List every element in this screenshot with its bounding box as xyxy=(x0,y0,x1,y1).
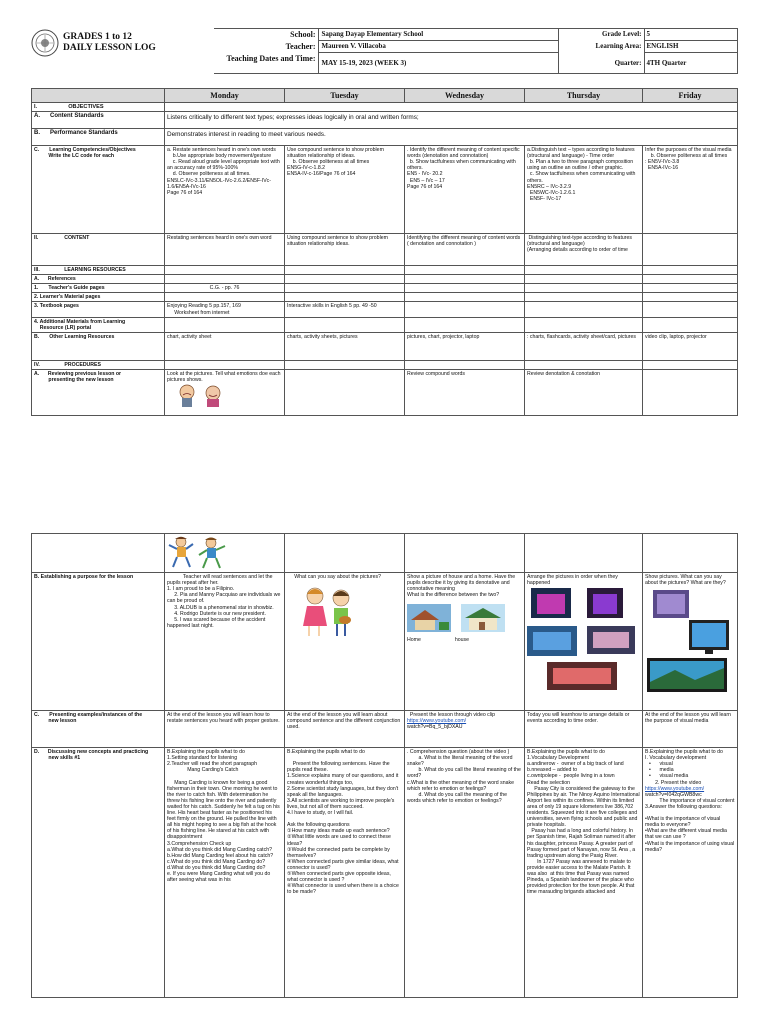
review-thursday: Review denotation & conotation xyxy=(525,369,643,415)
kids-singing-icon xyxy=(299,582,359,640)
discussing-thursday: B.Explaining the pupils what to do 1.Vocabulary Development a.andinerow - owner of a big track of land b.nneaxed – added to c.owntpolepe - people living in a town Read the selection Pasay City is considered the gateway to the Philippines by air. The Ninoy Aquino International Airport lies within its confines. Within its limited area of only 19 square kilometers live 386,702 residents. Squeezed into it are five colleges and universities, seven flying schools and public and private hospitals. Pasay has had a long and colorful history. In per Spanish time, Rajah Soliman named it after his daughter, princess Pasay. A greater part of Pasay formed part of Nanayan, now St. Ana , a trading upstream along the Pasig River. In 1727 Pasay was annexed to malate to provide easier access to the Malate Parish. It was also at this time that Pasay was named Pineda, a Spanish landowner of the place who provided protection for the town people. At that time marauding brigands attacked and xyxy=(525,748,643,998)
content-label: II. CONTENT xyxy=(32,234,165,266)
page-2 xyxy=(31,533,737,998)
examples-friday: At the end of the lesson you will learn the purpose of visual media xyxy=(643,711,738,748)
house-and-home-icon xyxy=(407,602,507,634)
dates-value: MAY 15-19, 2023 (WEEK 3) xyxy=(318,53,558,74)
textbook-pages-monday: Enjoying Reading 5 pp.157, 169 Worksheet from internet xyxy=(165,302,285,317)
caption-home: Home xyxy=(407,636,421,643)
tg-pages-label: 1. Teacher's Guide pages xyxy=(32,284,165,293)
day-friday: Friday xyxy=(643,89,738,103)
school-label: School: xyxy=(214,29,318,41)
day-tuesday: Tuesday xyxy=(285,89,405,103)
video-link-wednesday[interactable]: https://www.youtube.com/ xyxy=(407,718,467,725)
deped-seal-icon xyxy=(31,29,59,57)
school-value: Sapang Dayap Elementary School xyxy=(318,29,558,41)
caption-house: house xyxy=(454,636,469,643)
examples-monday: At the end of the lesson you will learn how to restate sentences you heard with proper gesture. xyxy=(165,711,285,748)
quarter-value: 4TH Quarter xyxy=(644,53,737,74)
other-resources-tuesday: charts, activity sheets, pictures xyxy=(285,332,405,360)
procedures-heading: IV. PROCEDURES xyxy=(32,360,165,369)
day-thursday: Thursday xyxy=(525,89,643,103)
examples-thursday: Today you will learnhow to arrange details or events according to time order. xyxy=(525,711,643,748)
content-tuesday: Using compound sentence to show problem situation relationship ideas. xyxy=(285,234,405,266)
purpose-label: B. Establishing a purpose for the lesson xyxy=(32,573,165,711)
performance-standards-label: B. Performance Standards xyxy=(32,129,165,146)
lm-pages-label: 2. Learner's Material pages xyxy=(32,293,165,302)
emotion-faces-icon xyxy=(173,383,237,407)
competencies-wednesday: . Identify the different meaning of content specific words (denotation and connotation) b. Show tactfulness when communicating with others. EN5 - IVc- 20.2 EN5 – IVc – 17 Page 76 of 164 xyxy=(405,146,525,234)
bullet-visual-media: • visual media xyxy=(649,773,689,780)
visual-media-icon xyxy=(645,590,733,694)
textbook-pages-tuesday: Interactive skills in English 5 pp. 49 -50 xyxy=(285,302,405,317)
area-value: ENGLISH xyxy=(644,41,737,53)
day-wednesday: Wednesday xyxy=(405,89,525,103)
header-table xyxy=(31,28,738,74)
review-monday: Look at the pictures. Tell what emotions doe each pictures shows. xyxy=(165,369,285,415)
lesson-table-page-2 xyxy=(31,533,738,998)
textbook-pages-label: 3. Textbook pages xyxy=(32,302,165,317)
teacher-value: Maureen V. Villacoba xyxy=(318,41,558,53)
competencies-thursday: a.Distinguish text – types according to features (structural and language) - Time order b. Plan a two to three paragraph composition using an outline an outline / other graphic. c. Show tactfulness when communicating with others. EN5RC – IVc-3.2.9 EN5WC-IVc-1.2.6.1 EN5F- IVc-17 xyxy=(525,146,643,234)
discussing-friday: B.Explaining the pupils what to do I. Vocabulary development • visual • media • visual media 2. Present the video https://www.youtube.com/ watch?v=I042qGWB8wc The importance of visual content 3.Answer the following questions: •What is the importance of visual media to everyone? •What are the different visual media that we can use ? •What is the importance of using visual media? xyxy=(643,748,738,998)
purpose-monday: Teacher will read sentences and let the pupils repeat after her. 1. I am proud to be a Filipino. 2. Pia and Manny Pacquiao are individuals we can be proud of. 3. ALDUB is a phenomenal star in showbiz. 4. Rodrigo Duterte is our new president. 5. I was scared because of the accident happened last night. xyxy=(165,573,285,711)
purpose-wednesday: Show a picture of house and a home. Have the pupils describe it by giving its denotative and connotative meaning What is the difference between the two? Home house xyxy=(405,573,525,711)
references-label: A. References xyxy=(32,275,165,284)
purpose-friday: Show pictures. What can you say about the pictures? What are they? xyxy=(643,573,738,711)
title-line-2: DAILY LESSON LOG xyxy=(63,42,156,53)
discussing-monday: B.Explaining the pupils what to do 1.Setting standard for listening 2.Teacher will read the short paragraph Mang Carding's Catch Mang Carding is known for being a good fisherman in their town. One morning he went to the river to catch fish. With determination he threw his fishing line onto the river and patiently waited for his catch. Suddenly he felt a tug on his line. His heart beat faster as he positioned his feet firmly on the ground. He pulled the line with all his might hoping to see a big fish at the hook of his fishing line. He stared at his catch with disappointment 3.Comprehension Check up a.What do you think did Mang Carding catch? b.How did Mang Carding feel about his catch? c.What do you think did Mang Carding do? d.What do you think did Mang Carding do? e. If you were Mang Carding what will you do after seeing what was in his xyxy=(165,748,285,998)
content-standards-value: Listens critically to different text types; expresses ideas logically in oral and written forms; xyxy=(165,112,738,129)
resources-heading: III. LEARNING RESOURCES xyxy=(32,266,165,275)
quarter-label: Quarter: xyxy=(558,53,644,74)
examples-tuesday: At the end of the lesson you will learn about compound sentence and the different conjunction used. xyxy=(285,711,405,748)
other-resources-wednesday: pictures, chart, projector, laptop xyxy=(405,332,525,360)
other-resources-monday: chart, activity sheet xyxy=(165,332,285,360)
teacher-label: Teacher: xyxy=(285,41,316,51)
lesson-table-page-1 xyxy=(31,88,738,416)
purpose-thursday: Arrange the pictures in order when they happened xyxy=(525,573,643,711)
competencies-monday: a. Restate sentences heard in one's own words b.Use appropriate body movement/gesture c. Read aloud grade level appropriate text with an accuracy rate of 95%-100% d. Observe politeness at all times. EN5LC-IVc-3.11/EN5OL-IVc-2.6.2/EN5F-IVc-1.6/EN5A-IVc-16 Page 76 of 164 xyxy=(165,146,285,234)
children-playing-icon xyxy=(167,535,231,569)
grade-label: Grade Level: xyxy=(558,29,644,41)
grade-value: 5 xyxy=(644,29,737,41)
tg-pages-monday: C.G. - pp. 76 xyxy=(165,284,285,293)
discussing-label: D. Discussing new concepts and practicing new skills #1 xyxy=(32,748,165,998)
kids-image-cell xyxy=(165,534,285,573)
competencies-label: C. Learning Competencies/Objectives Write the LC code for each xyxy=(32,146,165,234)
page-1 xyxy=(31,28,737,416)
bullet-media: • media xyxy=(649,767,674,774)
purpose-tuesday: What can you say about the pictures? xyxy=(285,573,405,711)
review-wednesday: Review compound words xyxy=(405,369,525,415)
event-pictures-icon xyxy=(527,588,639,692)
competencies-friday: Infer the purposes of the visual media b. Observe politeness at all times : EN5V-IVc-3.8 EN5A-IVc-16 xyxy=(643,146,738,234)
bullet-visual: • visual xyxy=(649,761,673,768)
other-resources-label: B. Other Learning Resources xyxy=(32,332,165,360)
examples-label: C. Presenting examples/instances of the new lesson xyxy=(32,711,165,748)
content-thursday: Distinguishing text-type according to features (structural and language) (Arranging details according to order of time xyxy=(525,234,643,266)
examples-wednesday: Present the lesson through video clip https://www.youtube.com/ watch?v=Bq_5_bjDXAU xyxy=(405,711,525,748)
additional-materials-label: 4. Additional Materials from Learning Resource (LR) portal xyxy=(32,317,165,332)
content-friday xyxy=(643,234,738,266)
content-monday: Restating sentences heard in one's own word xyxy=(165,234,285,266)
competencies-tuesday: Use compound sentence to show problem situation relationship of ideas. b. Observe politeness at all times EN5G-IV-c-1.8.2 EN5A-IV-c-16/Page 76 of 164 xyxy=(285,146,405,234)
discussing-wednesday: . Comprehension question (about the video ) a. What is the literal meaning of the word snake? b. What do you call the literal meaning of the word? c.What is the other meaning of the word snake which refer to emotion or feelings? d. What do you call the meaning of the words which refer to emotion or feelings? xyxy=(405,748,525,998)
content-wednesday: Identifying the different meaning of content words ( denotation and connotation ) xyxy=(405,234,525,266)
content-standards-label: A. Content Standards xyxy=(32,112,165,129)
dates-label: Teaching Dates and Time: xyxy=(214,53,318,74)
day-monday: Monday xyxy=(165,89,285,103)
other-resources-thursday: : charts, flashcards, activity sheet/card, pictures xyxy=(525,332,643,360)
objectives-heading: I. OBJECTIVES xyxy=(32,103,165,112)
area-label: Learning Area: xyxy=(595,41,642,50)
review-label: A. Reviewing previous lesson or presenting the new lesson xyxy=(32,369,165,415)
video-link-friday[interactable]: https://www.youtube.com/ xyxy=(645,785,705,792)
performance-standards-value: Demonstrates interest in reading to meet various needs. xyxy=(165,129,738,146)
discussing-tuesday: B.Explaining the pupils what to do Present the following sentences. Have the pupils read these. 1.Science explains many of our questions, and it creates wonderful things too, 2.Some scientist study languages, but they don't speak all the languages. 3.All scientists are working to improve people's lives, but not all of them succeed. 4.I have to study, or I will fail. Ask the following questions ①How many ideas made up each sentence? ②What little words are used to connect these ideas? ③Would the connected parts be complete by themselves? ④When connected parts give similar ideas, what connector is used? ⑤When connected parts give opposite ideas, what connector is used ? ⑥What connector is used when there is a choice to be made? xyxy=(285,748,405,998)
title-line-1: GRADES 1 to 12 xyxy=(63,31,132,42)
other-resources-friday: video clip, laptop, projector xyxy=(643,332,738,360)
